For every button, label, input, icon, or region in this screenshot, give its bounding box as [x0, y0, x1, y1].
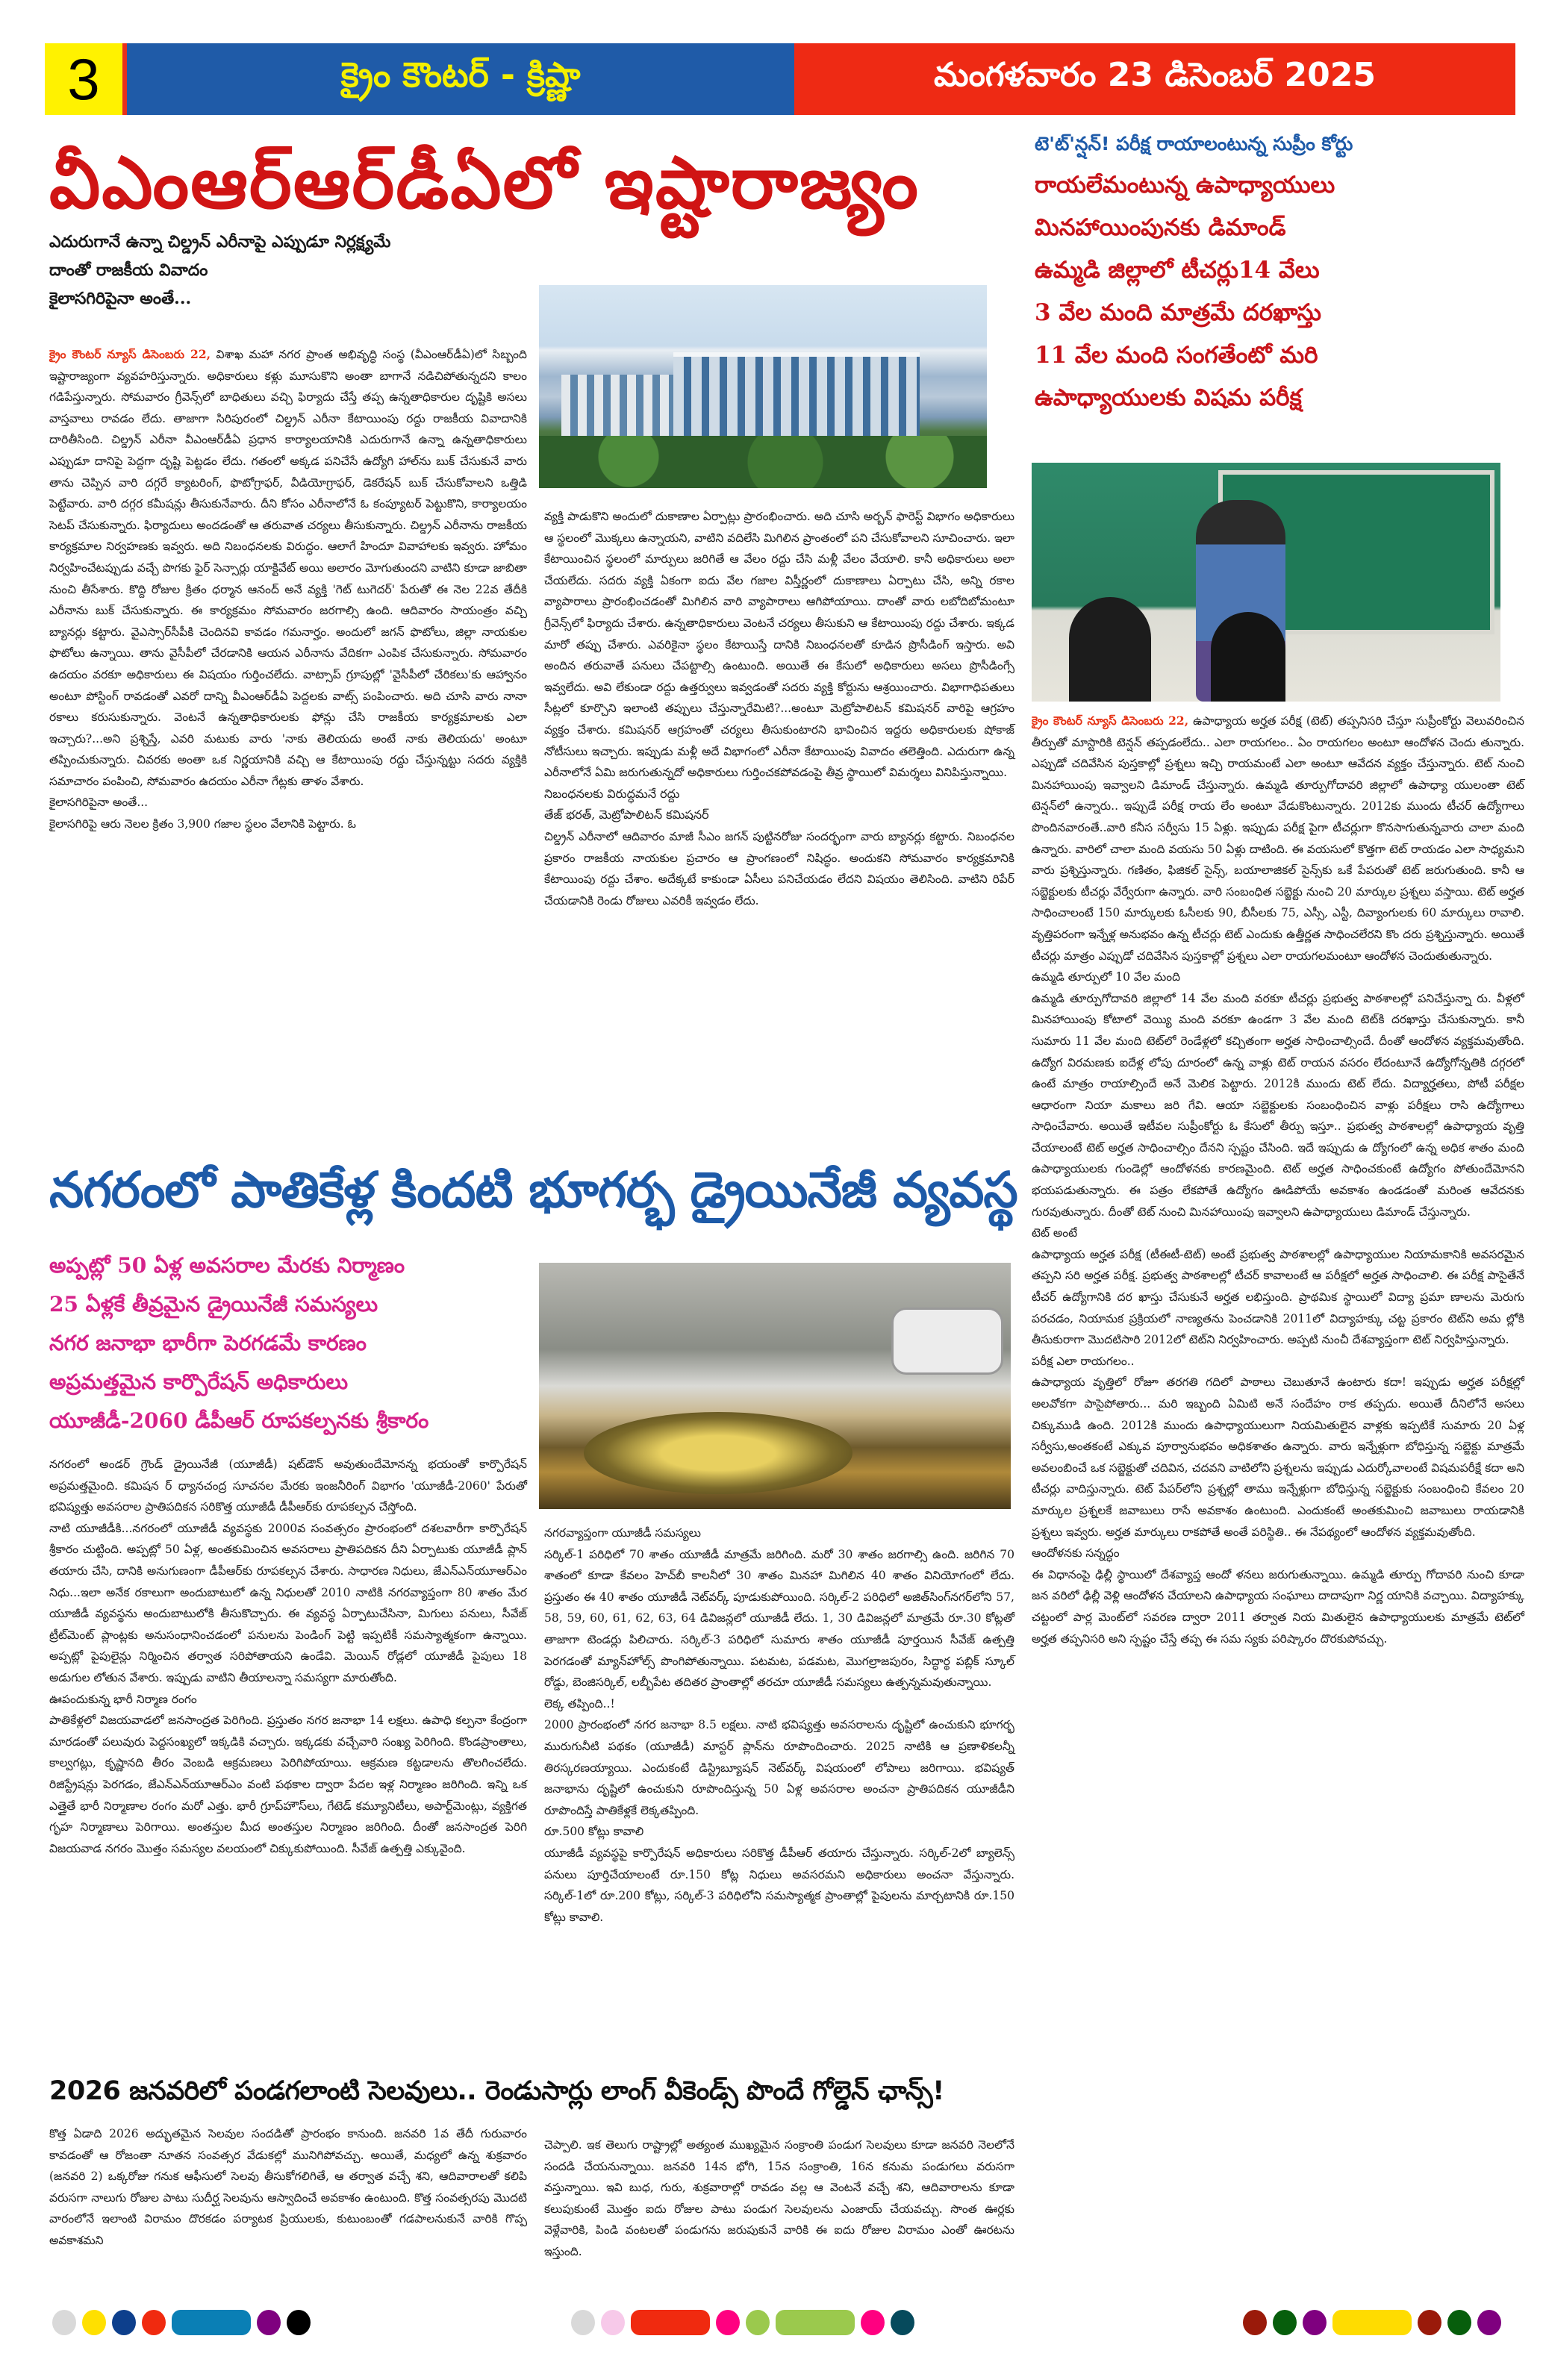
- color-dot-swatch: [601, 2310, 625, 2335]
- tet-kicker: ఉపాధ్యాయులకు విషమ పరీక్ష: [1035, 384, 1302, 411]
- color-dot-swatch: [861, 2310, 885, 2335]
- color-dot-swatch: [746, 2310, 770, 2335]
- tet-kicker: రాయలేమంటున్న ఉపాధ్యాయులు: [1035, 172, 1335, 199]
- drainage-subhead: ఊపందుకున్న భారీ నిర్మాణ రంగం: [49, 1692, 197, 1706]
- tet-dateline: క్రైం కౌంటర్ న్యూస్ డిసెంబరు 22,: [1032, 713, 1189, 728]
- section-title: క్రైం కౌంటర్ - క్రిష్ణా: [127, 43, 794, 115]
- drainage-paragraph: 2000 ప్రారంభంలో నగర జనాభా 8.5 లక్షలు. నాటి భవిష్యత్తు అవసరాలను దృష్టిలో ఉంచుకుని భూగర్భ మురుగునీటి పథకం (యూజీడీ) మాస్టర్ ప్లాన్‌ను రూపొందించారు. 2025 నాటికి ఆ ప్రణాళికలన్నీ తిరస్కరణయ్యాయి. ఎందుకంటే డిస్ట్రిబ్యూషన్ నెట్‌వర్క్ విషయంలో లోపాలు జరిగాయి. భవిష్యత్ జనాభాను దృష్టిలో ఉంచుకుని రూపొందిస్తున్న 50 ఏళ్ల అవసరాల అంచనా ప్రాతిపదికన యూజీడీని రూపొందిస్తే పాతికేళ్లకే లెక్కతప్పింది.: [544, 1718, 1014, 1817]
- color-dot-swatch: [1243, 2310, 1267, 2335]
- tet-kicker: మినహాయింపునకు డిమాండ్: [1035, 214, 1286, 241]
- vmrda-body-column-2: [544, 506, 1014, 911]
- color-dot-swatch: [142, 2310, 166, 2335]
- drainage-paragraph: పాతికేళ్లలో విజయవాడలో జనసాంద్రత పెరిగింది. ప్రస్తుతం నగర జనాభా 14 లక్షలు. ఉపాధి కల్పనా కేంద్రంగా మారడంతో పలువురు పెద్దసంఖ్యలో ఇక్కడికి వచ్చారు. ఇక్కడకు వచ్చేవారి సంఖ్య పెరిగింది. కొండప్రాంతాలు, కాల్వగట్లు, కృష్ణానది తీరం వెంబడి ఆక్రమణలు పెరిగిపోయాయి. ఆక్రమణ కట్టడాలను తొలగించలేదు. రిజిస్ట్రేషన్లు పెరగడం, జేఎన్‌ఎన్‌యూఆర్‌ఎం వంటి పథకాల ద్వారా పేదల ఇళ్ల నిర్మాణం జరిగింది. ఇన్ని ఒక ఎత్తైతే భారీ నిర్మాణాల రంగం మరో ఎత్తు. భారీ గ్రూప్‌హౌస్‌లు, గేటెడ్ కమ్యూనిటీలు, అపార్ట్‌మెంట్లు, వ్యక్తిగత గృహ నిర్మాణాలు పెరిగాయి. అంతస్తుల మీద అంతస్తుల నిర్మాణం జరిగింది. దీంతో జనసాంద్రత పెరిగి విజయవాడ నగరం మొత్తం సమస్యల వలయంలో చిక్కుకుపోయింది. సీవేజ్ ఉత్పత్తి ఎక్కువైంది.: [49, 1714, 527, 1855]
- parked-car: [891, 1308, 1003, 1375]
- color-dot-swatch: [1273, 2310, 1297, 2335]
- tet-subhead: టెట్ అంటే: [1032, 1226, 1078, 1240]
- holidays-headline: 2026 జనవరిలో పండగలాంటి సెలవులు.. రెండుసార్లు లాంగ్ వీకెండ్స్ పొందే గోల్డెన్ ఛాన్స్!: [49, 2076, 944, 2106]
- building-tower: [673, 352, 920, 449]
- color-dot-swatch: [287, 2310, 311, 2335]
- holidays-paragraph: కొత్త ఏడాది 2026 అద్భుతమైన సెలవుల సందడితో ప్రారంభం కానుంది. జనవరి 1వ తేదీ గురువారం కావడంతో ఆ రోజంతా నూతన సంవత్సర వేడుకల్లో మునిగిపోవచ్చు. అయితే, మధ్యలో ఉన్న శుక్రవారం (జనవరి 2) ఒక్కరోజు గనుక ఆఫీసులో సెలవు తీసుకోగలిగితే, ఆ తర్వాత వచ్చే శని, ఆదివారాలతో కలిపి వరుసగా నాలుగు రోజుల పాటు సుదీర్ఘ సెలవును ఆస్వాదించే అవకాశం ఉంటుంది. కొత్త సంవత్సరపు మొదటి వారంలోనే ఇలాంటి విరామం దొరకడం పర్యాటక ప్రియులకు, కుటుంబంతో గడపాలనుకునే వారికి గొప్ప అవకాశమని: [49, 2127, 527, 2247]
- color-dot-swatch: [1418, 2310, 1441, 2335]
- color-registration-center: [571, 2309, 914, 2336]
- drainage-kickers: [49, 1246, 527, 1440]
- vmrda-subhead: నిబంధనలకు విరుద్ధమనే రద్దు: [544, 786, 680, 801]
- vmrda-kicker-2: దాంతో రాజకీయ వివాదం: [49, 260, 208, 280]
- color-registration-left: [52, 2309, 311, 2336]
- vmrda-subhead: కైలాసగిరిపైనా అంతే...: [49, 796, 149, 810]
- vmrda-quote-attribution: తేజ్ భరత్, మెట్రోపాలిటన్ కమిషనర్: [544, 808, 709, 822]
- drainage-paragraph: నగరంలో అండర్ గ్రౌండ్ డ్రైయినేజీ (యూజీడీ) షట్‌డౌన్ అవుతుందేమోనన్న భయంతో కార్పొరేషన్ అప్రమత్తమైంది. కమిషన ర్ ధ్యానచంద్ర సూచనల మేరకు ఇంజనీరింగ్ విభాగం 'యూజీడీ-2060' పేరుతో భవిష్యత్తు అవసరాల ప్రాతిపదికన సరికొత్త యూజీడీ డీపీఆర్‌కు రూపకల్పన చేస్తోంది.: [49, 1458, 527, 1514]
- color-dot-swatch: [891, 2310, 914, 2335]
- color-dot-swatch: [1477, 2310, 1501, 2335]
- tet-paragraph: ఉపాధ్యాయ వృత్తిలో రోజూ తరగతి గదిలో పాఠాలు చెబుతూనే ఉంటారు కదా! ఇప్పుడు అర్హత పరీక్షల్లో అలవోకగా పాసైపోతారు... మరి ఇబ్బంది ఏమిటి అనే సందేహం రాక తప్పదు. అయితే దీనిలోనే అసలు చిక్కుముడి ఉంది. 2012కి ముందు ఉపాధ్యాయులుగా నియమితులైన వాళ్లకు ఇప్పటికే సుమారు 20 ఏళ్ల సర్వీసు,అంతకంటే ఎక్కువ పూర్వానుభవం అధికశాతం ఉన్నారు. వారు ఇన్నేళ్లుగా బోధిస్తున్న సబ్జెక్టు మాత్రమే అవలంబించే ఒక సబ్జెక్టుతో చదివిన, చదవని వాటిలోని ప్రశ్నలను ఇప్పుడు ఎదుర్కోవాలంటే విషమపరీక్షే కదా అని టీచర్లు వాదిస్తున్నారు. టెట్ పేపర్‌లోని ప్రశ్నల్లో తాము ఇన్నేళ్లుగా బోధిస్తున్న సబ్జెక్టుకు సంబంధించి కేవలం 20 మార్కుల ప్రశ్నలకే జవాబులు రాసే అవకాశం ఉంటుంది. ఎందుకంటే అంతకుమించి జవాబులు రాయడానికి ప్రశ్నలు ఇవ్వరు. అర్హత మార్కులు రాకపోతే అంతే పరిస్థితి.. ఈ నేపథ్యంలో ఆందోళన వ్యక్తమవుతోంది.: [1032, 1375, 1524, 1539]
- drainage-photo: [539, 1263, 1011, 1509]
- tet-kicker-blue: టె'ట్'న్షన్! పరీక్ష రాయాలంటున్న సుప్రీం కోర్టు: [1035, 133, 1353, 154]
- vmrda-dateline: క్రైం కౌంటర్ న్యూస్ డిసెంబరు 22,: [49, 347, 211, 361]
- tet-kicker: 3 వేల మంది మాత్రమే దరఖాస్తు: [1035, 299, 1322, 326]
- drainage-kicker: యూజీడీ-2060 డీపీఆర్ రూపకల్పనకు శ్రీకారం: [49, 1408, 429, 1433]
- color-bar-swatch: [172, 2310, 251, 2335]
- tet-subhead: పరీక్ష ఎలా రాయగలం..: [1032, 1354, 1135, 1368]
- tet-subhead: ఉమ్మడి తూర్పులో 10 వేల మంది: [1032, 970, 1181, 984]
- drainage-headline: నగరంలో పాతికేళ్ల కిందటి భూగర్భ డ్రైయినేజీ వ్యవస్థ: [49, 1161, 1017, 1219]
- tet-body: [1032, 710, 1524, 1649]
- vmrda-kicker-1: ఎదురుగానే ఉన్నా చిల్డ్రన్ ఎరీనాపై ఎప్పుడూ నిర్లక్ష్యమే: [49, 232, 391, 252]
- vmrda-body-column-1: [49, 344, 527, 835]
- masthead: [45, 43, 1515, 115]
- vmrda-kicker-3: కైలాసగిరిపైనా అంతే...: [49, 289, 192, 308]
- color-dot-swatch: [1303, 2310, 1327, 2335]
- trees: [539, 436, 987, 488]
- drainage-kicker: నగర జనాభా భారీగా పెరగడమే కారణం: [49, 1331, 367, 1355]
- vmrda-paragraph: చిల్డ్రన్ ఎరీనాలో ఆదివారం మాజీ సీఎం జగన్ పుట్టినరోజు సందర్భంగా వారు బ్యానర్లు కట్టారు. నిబంధనల ప్రకారం రాజకీయ నాయకుల ప్రచారం ఆ ప్రాంగణంలో నిషిద్ధం. అందుకని సోమవారం కార్యక్రమానికి కేటాయింపు రద్దు చేశాం. అదేక్కటే కాకుండా ఏసీలు పనిచేయడం లేదని విషయం తెలిసింది. వాటిని రిపేర్ చేయడానికి రెండు రోజులు ఎవరికీ ఇవ్వడం లేదు.: [544, 829, 1014, 908]
- color-dot-swatch: [1447, 2310, 1471, 2335]
- drainage-paragraph: యూజీడీ వ్యవస్థపై కార్పొరేషన్ అధికారులు సరికొత్త డీపీఆర్ తయారు చేస్తున్నారు. సర్కిల్-2లో బ్యాలెన్స్ పనులు పూర్తిచేయాలంటే రూ.150 కోట్ల నిధులు అవసరమని అధికారులు అంచనా వేస్తున్నారు. సర్కిల్-1లో రూ.200 కోట్లు, సర్కిల్-3 పరిధిలోని సమస్యాత్మక ప్రాంతాల్లో పైపులను మార్చటానికి రూ.150 కోట్లు కావాలి.: [544, 1846, 1014, 1924]
- page-number: 3: [45, 43, 127, 115]
- holidays-body-column-2: [544, 2134, 1014, 2263]
- tet-kicker: 11 వేల మంది సంగతేంటో మరి: [1035, 342, 1318, 369]
- drainage-paragraph: నాటి యూజీడీకి...నగరంలో యూజీడీ వ్యవస్థకు 2000వ సంవత్సరం ప్రారంభంలో దశలవారీగా కార్పొరేషన్ శ్రీకారం చుట్టింది. అప్పట్లో 50 ఏళ్ల, అంతకుమించిన అవసరాలు ప్రాతిపదికన దీని ఏర్పాటుకు యూజీడీ ప్లాన్ తయారు చేసి, దానికి అనుగుణంగా డీపీఆర్‌కు రూపకల్పన చేశారు. సాధారణ నిధులు, జేఎన్‌ఎన్‌యూఆర్‌ఎం నిధు...ఇలా అనేక రకాలుగా అందుబాటులో ఉన్న నిధులతో 2010 నాటికి నగరవ్యాప్తంగా 80 శాతం మేర యూజీడీ వ్యవస్థను అందుబాటులోకి తీసుకొచ్చారు. ఈ వ్యవస్థ ఏర్పాటుచేసినా, మిగులు పనులు, సీవేజ్ ట్రీట్‌మెంట్ ప్లాంట్లకు అనుసంధానించడంలో పనులను పెండింగ్ పెట్టి ఇప్పటికీ సమస్యాత్మకంగా ఉన్నాయి. అప్పట్లో పైపులైన్లు నిర్మించిన తర్వాత సరిపోతాయని ఉండేవి. మెయిన్ రోడ్లలో యూజీడీ పైపులు 18 అడుగుల లోతున వేశారు. ఇప్పుడు వాటిని తీయాలన్నా సమస్యగా మారుతోంది.: [49, 1521, 527, 1684]
- tet-kicker: ఉమ్మడి జిల్లాలో టీచర్లు14 వేలు: [1035, 257, 1320, 284]
- color-dot-swatch: [82, 2310, 106, 2335]
- tet-kickers: [1035, 164, 1527, 419]
- student-figure: [1211, 612, 1285, 702]
- color-bar-swatch: [1332, 2310, 1412, 2335]
- tet-paragraph: ఉపాధ్యాయ అర్హత పరీక్ష (టెట్) తప్పనిసరి చేస్తూ సుప్రీంకోర్టు వెలువరించిన తీర్పుతో మాస్టారికి టెన్షన్ తప్పడంలేదు.. ఎలా రాయగలం.. ఏం రాయగలం అంటూ ఆందోళన చెందు తున్నారు. ఎప్పుడో చదివేసిన పుస్తకాల్లో ప్రశ్నలు ఇచ్చి రాయమంటే ఎలా అంటూ ఆవేదన వ్యక్తం చేస్తున్నారు. టెట్ నుంచి మినహాయింపు ఇవ్వాలని డిమాండ్ చేస్తున్నారు. ఉమ్మడి తూర్పుగోదావరి జిల్లాలో ఉపాధ్యా యులంతా టెట్ టెన్షన్‌లో ఉన్నారు.. ఇప్పుడే పరీక్ష రాయ లేం అంటూ వేడుకొంటున్నారు. 2012కు ముందు టీచర్ ఉద్యోగాలు పొందినవారంతే..వారి కనీస సర్వీసు 15 ఏళ్లు. ఇప్పుడు పరీక్ష పైగా టీచర్లుగా కొనసాగుతున్నవారు చాలా మంది ఉన్నారు. వారిలో చాలా మంది వయసు 50 ఏళ్లు దాటింది. ఈ వయసులో కొత్తగా టెట్ రాయడం ఎలా సాధ్యమని వారు ప్రశ్నిస్తున్నారు. గణితం, ఫిజికల్ సైన్స్, బయాలాజికల్ సైన్స్‌కు ఒకే పేపరుతో టెట్ జరుగుతుంది. కానీ ఆ సబ్జెక్టులకు టీచర్లు వేర్వేరుగా ఉన్నారు. వారి సంబంధిత సబ్జెక్టు నుంచి 20 మార్కుల ప్రశ్నలు వస్తాయి. టెట్ అర్హత సాధించాలంటే 150 మార్కులకు ఓసీలకు 90, బీసీలకు 75, ఎస్సీ, ఎస్టీ, దివ్యాంగులకు 60 మార్కులు రావాలి. వృత్తిపరంగా ఇన్నేళ్ల అనుభవం ఉన్న టీచర్లు టెట్ ఎందుకు ఉత్తీర్ణత సాధించలేరని కొం దరు ప్రశ్నిస్తున్నారు. అయితే టీచర్లు మాత్రం ఎప్పుడో చదివేసిన పుస్తకాల్లో ప్రశ్నలు ఎలా రాయగలమంటూ ఆందోళన చెందుతుతున్నారు.: [1032, 714, 1524, 963]
- student-figure: [1069, 597, 1151, 702]
- tet-paragraph: ఉమ్మడి తూర్పుగోదావరి జిల్లాలో 14 వేల మంది వరకూ టీచర్లు ప్రభుత్వ పాఠశాలల్లో పనిచేస్తున్నా రు. వీళ్లలో మినహాయింపు కోటాలో వెయ్యి మంది వరకూ ఉండగా 3 వేల మంది టెట్‌కి దరఖాస్తు చేసుకున్నారు. కానీ సుమారు 11 వేల మంది టెట్‌లో రెండేళ్లలో కచ్చితంగా అర్హత సాధించాల్సిందే. దీంతో ఆందోళన వ్యక్తమవుతోంది. ఉద్యోగ విరమణకు ఐదేళ్ల లోపు దూరంలో ఉన్న వాళ్లు టెట్ రాయన వసరం లేదంటూనే ఉద్యోగోన్నతికి దగ్గరలో ఉంటే మాత్రం రాయాల్సిందే అనే మెలిక పెట్టారు. 2012కి ముందు టెట్ లేదు. విద్యార్హతలు, పోటీ పరీక్షల ఆధారంగా నియా మకాలు జరి గేవి. ఆయా సబ్జెక్టులకు సంబంధించిన వాళ్లు పరీక్షలు రాసి ఉద్యోగాలు సాధించేవారు. అయితే ఇటీవల సుప్రీంకోర్టు ఓ కేసులో తీర్పు ఇస్తూ.. ప్రభుత్వ పాఠశాలల్లో ఉపాధ్యాయ వృత్తి చేయాలంటే టెట్ అర్హత సాధించాల్సిం దేనని స్పష్టం చేసింది. ఇదే ఇప్పుడు ఉ ద్యోగంలో ఉన్న అధిక శాతం మంది ఉపాధ్యాయులకు గుండెల్లో ఆందోళనకు కారణమైంది. టెట్ అర్హత సాధించకుంటే ఉద్యోగం పోతుందేమోనని భయపడుతున్నారు. ఈ పత్రం లేకపోతే ఉద్యోగం ఊడిపోయే అవకాశం ఉండడంతో మరింత ఆవేదనకు గురవుతున్నారు. దీంతో టెట్ నుంచి మినహాయింపు ఇవ్వాలని ఉపాధ్యాయులు డిమాండ్ చేస్తున్నారు.: [1032, 991, 1524, 1219]
- drainage-kicker: అప్పట్లో 50 ఏళ్ల అవసరాల మేరకు నిర్మాణం: [49, 1253, 405, 1278]
- sewage-puddle: [584, 1412, 852, 1494]
- tet-paragraph: ఈ విధానంపై ఢిల్లీ స్థాయిలో దేశవ్యాప్త ఆందో ళనలు జరుగుతున్నాయి. ఉమ్మడి తూర్పు గోదావరి నుంచి కూడా జన వరిలో ఢిల్లీ వెళ్లి ఆందోళన చేయాలని ఉపాధ్యాయ సంఘాలు దాదాపుగా నిర్ణ యానికి వచ్చాయి. విద్యాహక్కు చట్టంలో పార్ల మెంట్‌లో సవరణ ద్వారా 2011 తర్వాత నియ మితులైన ఉపాధ్యాయులకు మాత్రమే టెట్‌లో అర్హత తప్పనిసరి అని స్పష్టం చేస్తే తప్ప ఈ సమ స్యకు పరిష్కారం దొరకుపోవచ్చు.: [1032, 1567, 1524, 1646]
- color-dot-swatch: [716, 2310, 740, 2335]
- drainage-subhead: నగరవ్యాప్తంగా యూజీడీ సమస్యలు: [544, 1526, 701, 1540]
- vmrda-building-photo: [539, 285, 987, 488]
- classroom-photo: [1032, 463, 1500, 702]
- color-dot-swatch: [52, 2310, 76, 2335]
- issue-date: మంగళవారం 23 డిసెంబర్ 2025: [794, 43, 1515, 115]
- vmrda-paragraph: కైలాసగిరిపై ఆరు నెలల క్రితం 3,900 గజాల స్థలం వేలానికి పెట్టారు. ఓ: [49, 817, 356, 831]
- color-bar-swatch: [631, 2310, 710, 2335]
- drainage-paragraph: సర్కిల్-1 పరిధిలో 70 శాతం యూజీడీ మాత్రమే జరిగింది. మరో 30 శాతం జరగాల్సి ఉంది. జరిగిన 70 శాతంలో కూడా కేవలం హెచ్‌బీ కాలనీలో 30 శాతం మినహా మిగిలిన 40 శాతం వినియోగంలో లేదు. ప్రస్తుతం ఈ 40 శాతం యూజీడీ నెట్‌వర్క్ పూడుకుపోయింది. సర్కిల్-2 పరిధిలో అజిత్‌సింగ్‌నగర్‌లోని 57, 58, 59, 60, 61, 62, 63, 64 డివిజన్లలో యూజీడీ లేదు. 1, 30 డివిజన్లలో మాత్రమే రూ.30 కోట్లతో తాజాగా టెండర్లు పిలిచారు. సర్కిల్-3 పరిధిలో సుమారు శాతం యూజీడీ పూర్తయిన సీవేజ్ ఉత్పత్తి పెరగడంతో మ్యాన్‌హోల్స్ పొంగిపోతున్నాయి. పటమట, పడమట, మొగల్రాజపురం, సిద్ధార్థ పబ్లిక్ స్కూల్ రోడ్డు, బెంజిసర్కిల్, లబ్బీపేట తదితర ప్రాంతాల్లో తరచూ యూజీడీ సమస్యలు ఉత్పన్నమవుతున్నాయి.: [544, 1547, 1014, 1690]
- holidays-paragraph: చెప్పాలి. ఇక తెలుగు రాష్ట్రాల్లో అత్యంత ముఖ్యమైన సంక్రాంతి పండుగ సెలవులు కూడా జనవరి నెలలోనే సందడి చేయనున్నాయి. జనవరి 14న భోగి, 15న సంక్రాంతి, 16న కనుమ పండుగలు వరుసగా వస్తున్నాయి. ఇవి బుధ, గురు, శుక్రవారాల్లో రావడం వల్ల ఆ వెంటనే వచ్చే శని, ఆదివారాలను కూడా కలుపుకుంటే మొత్తం ఐదు రోజుల పాటు పండుగ సెలవులను ఎంజాయ్ చేయవచ్చు. సొంత ఊర్లకు వెళ్లేవారికి, పిండి వంటలతో పండుగను జరుపుకునే వారికి ఈ ఐదు రోజుల విరామం ఎంతో ఊరటను ఇస్తుంది.: [544, 2138, 1014, 2258]
- color-dot-swatch: [257, 2310, 281, 2335]
- vmrda-headline: వీఎంఆర్‌ఆర్‌డీఏలో ఇష్టారాజ్యం: [49, 140, 920, 225]
- tet-subhead: ఆందోళనకు సన్నద్ధం: [1032, 1546, 1120, 1561]
- tet-paragraph: ఉపాధ్యాయ అర్హత పరీక్ష (టీఈటీ-టెట్) అంటే ప్రభుత్వ పాఠశాలల్లో ఉపాధ్యాయుల నియామకానికి అవసరమైన తప్పని సరి అర్హత పరీక్ష. ప్రభుత్వ పాఠశాలల్లో టీచర్ కావాలంటే ఆ పరీక్షలో అర్హత సాధించాలి. ఈ పరీక్ష పాసైతేనే టీచర్ ఉద్యోగానికి దర ఖాస్తు చేసుకునే అర్హత లభిస్తుంది. ప్రాథమిక స్థాయిలో విద్యా ప్రమా ణాలను మెరుగు పరచడం, నియామక ప్రక్రియలో నాణ్యతను పెంచడానికి 2011లో విద్యాహక్కు చట్ట ప్రకారం టెట్‌ని అమ ల్లోకి తీసుకురాగా మొదటిసారి 2012లో టెట్‌ని నిర్వహించారు. అప్పటి నుంచీ దేశవ్యాప్తంగా టెట్ నిర్వహిస్తున్నారు.: [1032, 1247, 1524, 1347]
- vmrda-paragraph: వ్యక్తి పాడుకొని అందులో దుకాణాల ఏర్పాట్లు ప్రారంభించారు. అది చూసి అర్బన్ ఫారెస్ట్ విభాగం అధికారులు ఆ స్థలంలో మొక్కలు ఉన్నాయని, వాటిని వదిలేసి మిగిలిన ప్రాంతంలో పని చేసుకోవాలని సూచించారు. ఇలా కేటాయించిన స్థలంలో మార్పులు జరిగితే ఆ వేలం రద్దు చేసి మళ్లీ వేలం వేయాలి. కానీ అధికారులు అలా చేయలేదు. సదరు వ్యక్తి ఏకంగా ఐదు వేల గజాల విస్తీర్ణంలో దుకాణాలు ఏర్పాటు చేసి, అన్ని రకాల వ్యాపారాలు ప్రారంభించడంతో మిగిలిన వారి వ్యాపారాలు ఆగిపోయాయి. దాంతో వారు లబోదిబోమంటూ గ్రీవెన్స్‌లో ఫిర్యాదు చేశారు. ఉన్నతాధికారులు వెంటనే చర్యలు తీసుకుని ఆ కేటాయింపు రద్దు చేశారు. ఇక్కడ మారో తప్పు చేశారు. ఎవరికైనా స్థలం కేటాయిస్తే దానికి నిబంధనలతో కూడిన ప్రొసీడింగ్ ఇస్తారు. అవి అందిన తరువాతే పనులు చేపట్టాల్సి ఉంటుంది. అయితే ఈ కేసులో అధికారులు అసలు ప్రొసీడింగ్సే ఇవ్వలేదు. అవి లేకుండా రద్దు ఉత్తర్వులు ఇవ్వడంతో సదరు వ్యక్తి కోర్టును ఆశ్రయించారు. విభాగాధిపతులు సీట్లలో కూర్చొని ఇలాంటి తప్పులు చేస్తున్నారేమిటి?...అంటూ మెట్రోపాలిటన్ కమిషనర్ వారిపై ఆగ్రహం వ్యక్తం చేశారు. కమిషనర్ ఆగ్రహంతో చర్యలు తీసుకుంటారని భావించిన ఇద్దరు అధికారులకు షోకాజ్ నోటీసులు ఇచ్చారు. ఇప్పుడు మళ్లీ అదే విభాగంలో ఎరీనా కేటాయింపు వివాదం తలెత్తింది. ఎదురుగా ఉన్న ఎరీనాలోనే ఏమి జరుగుతున్నదో అధికారులు గుర్తించకపోవడంపై తీవ్ర స్థాయిలో విమర్శలు వినిపిస్తున్నాయి.: [544, 510, 1014, 780]
- color-dot-swatch: [571, 2310, 595, 2335]
- drainage-kicker: అప్రమత్తమైన కార్పొరేషన్ అధికారులు: [49, 1369, 349, 1394]
- drainage-subhead: రూ.500 కోట్లు కావాలి: [544, 1825, 644, 1839]
- color-registration-right: [1243, 2309, 1501, 2336]
- drainage-body-column-1: [49, 1454, 527, 1859]
- vmrda-paragraph: విశాఖ మహా నగర ప్రాంత అభివృద్ధి సంస్థ (వీఎంఆర్‌డీఏ)లో సిబ్బంది ఇష్టారాజ్యంగా వ్యవహరిస్తున్నారు. అధికారులు కళ్లు మూసుకొని అంతా బాగానే నడిచిపోతున్నదని కాలం గడిపేస్తున్నారు. సోమవారం గ్రీవెన్స్‌లో బాధితులు వచ్చి ఫిర్యాదు చేస్తే తప్ప ఉన్నతాధికారుల దృష్టికి అసలు వాస్తవాలు రావడం లేదు. తాజాగా సిరిపురంలో చిల్డ్రన్ ఎరీనా కేటాయింపు రద్దు రాజకీయ వివాదానికి దారితీసింది. చిల్డ్రన్ ఎరీనా వీఎంఆర్‌డీఏ ప్రధాన కార్యాలయానికి ఎదురుగానే ఉన్నా ఉన్నతాధికారులు ఎప్పుడూ దానిపై పెద్దగా దృష్టి పెట్టడం లేదు. గతంలో అక్కడ పనిచేసే ఉద్యోగి హాల్‌ను బుక్ చేసుకునే వారు తాను చెప్పిన వారి దగ్గరే క్యాటరింగ్, ఫొటోగ్రాఫర్, వీడియోగ్రాఫర్, డెకరేషన్ బుక్ చేసుకోవాలని ఒత్తిడి పెట్టేవారు. వారి దగ్గర కమీషన్లు తీసుకునేవారు. దీని కోసం ఎరీనాలోనే ఓ కంప్యూటర్ పెట్టుకొని, కార్యాలయం సెటప్ చేసుకున్నారు. ఫిర్యాదులు అందడంతో ఆ తరువాత చర్యలు తీసుకున్నారు. చిల్డ్రన్ ఎరీనాను రాజకీయ కార్యక్రమాల నిర్వహణకు ఇవ్వరు. అది నిబంధనలకు విరుద్ధం. ఆలాగే హిందూ వివాహాలకు ఇవ్వరు. హోమం నిర్వహించేటప్పుడు వచ్చే పొగకు ఫైర్ సెన్సార్లు యాక్టివేట్ అయి అలారం మోగుతుందని వాటిని కూడా జాబితా నుంచి తీసేశారు. కొద్ది రోజుల క్రితం ధర్మాన ఆనంద్ అనే వ్యక్తి 'గెట్ టుగెదర్' పేరుతో ఈ నెల 22వ తేదీకి ఎరీనాను బుక్ చేసుకున్నారు. ఈ కార్యక్రమం సోమవారం జరగాల్సి ఉంది. ఆదివారం సాయంత్రం వచ్చి బ్యానర్లు కట్టారు. వైఎస్సార్‌సీపీకి చెందినవి కావడం గమనార్హం. అందులో జగన్ ఫొటోలు, జిల్లా నాయకుల ఫొటోలు ఉన్నాయి. తాను వైసీపీలో చేరడానికి ఆయన ఎరీనాను వేదికగా ఎంపిక చేసుకున్నారు. సోమవారం ఉదయం వరకూ అధికారులు ఈ విషయం గుర్తించలేదు. వాట్సాప్ గ్రూపుల్లో 'వైసీపీలో చేరికలు'కు ఆహ్వానం అంటూ పోస్టింగ్ రావడంతో ఎవరో దాన్ని వీఎంఆర్‌డీఏ పెద్దలకు వాట్స్ పంపించారు. అది చూసి వారు నానా రకాలు కరుసుకున్నారు. వెంటనే ఉన్నతాధికారులకు ఫోన్లు చేసి రాజకీయ కార్యక్రమాలకు ఎలా ఇచ్చారు?...అని ప్రశ్నిస్తే, ఎవరి మటుకు వారు 'నాకు తెలియదు అంటే నాకు తెలియదు' అంటూ తప్పించుకున్నారు. చివరకు అంతా ఒక నిర్ణయానికి వచ్చి ఆ కేటాయింపు రద్దు చేస్తున్నట్టు సదరు వ్యక్తికి సమాచారం పంపించి, సోమవారం ఉదయం ఎరీనా గేట్లకు తాళం వేశారు.: [49, 348, 527, 788]
- holidays-body-column-1: [49, 2123, 527, 2252]
- drainage-subhead: లెక్క తప్పింది..!: [544, 1696, 615, 1711]
- color-dot-swatch: [112, 2310, 136, 2335]
- drainage-body-column-2: [544, 1522, 1014, 1928]
- drainage-kicker: 25 ఏళ్లకే తీవ్రమైన డ్రైయినేజీ సమస్యలు: [49, 1292, 378, 1317]
- vmrda-kickers: [49, 228, 527, 313]
- color-bar-swatch: [776, 2310, 855, 2335]
